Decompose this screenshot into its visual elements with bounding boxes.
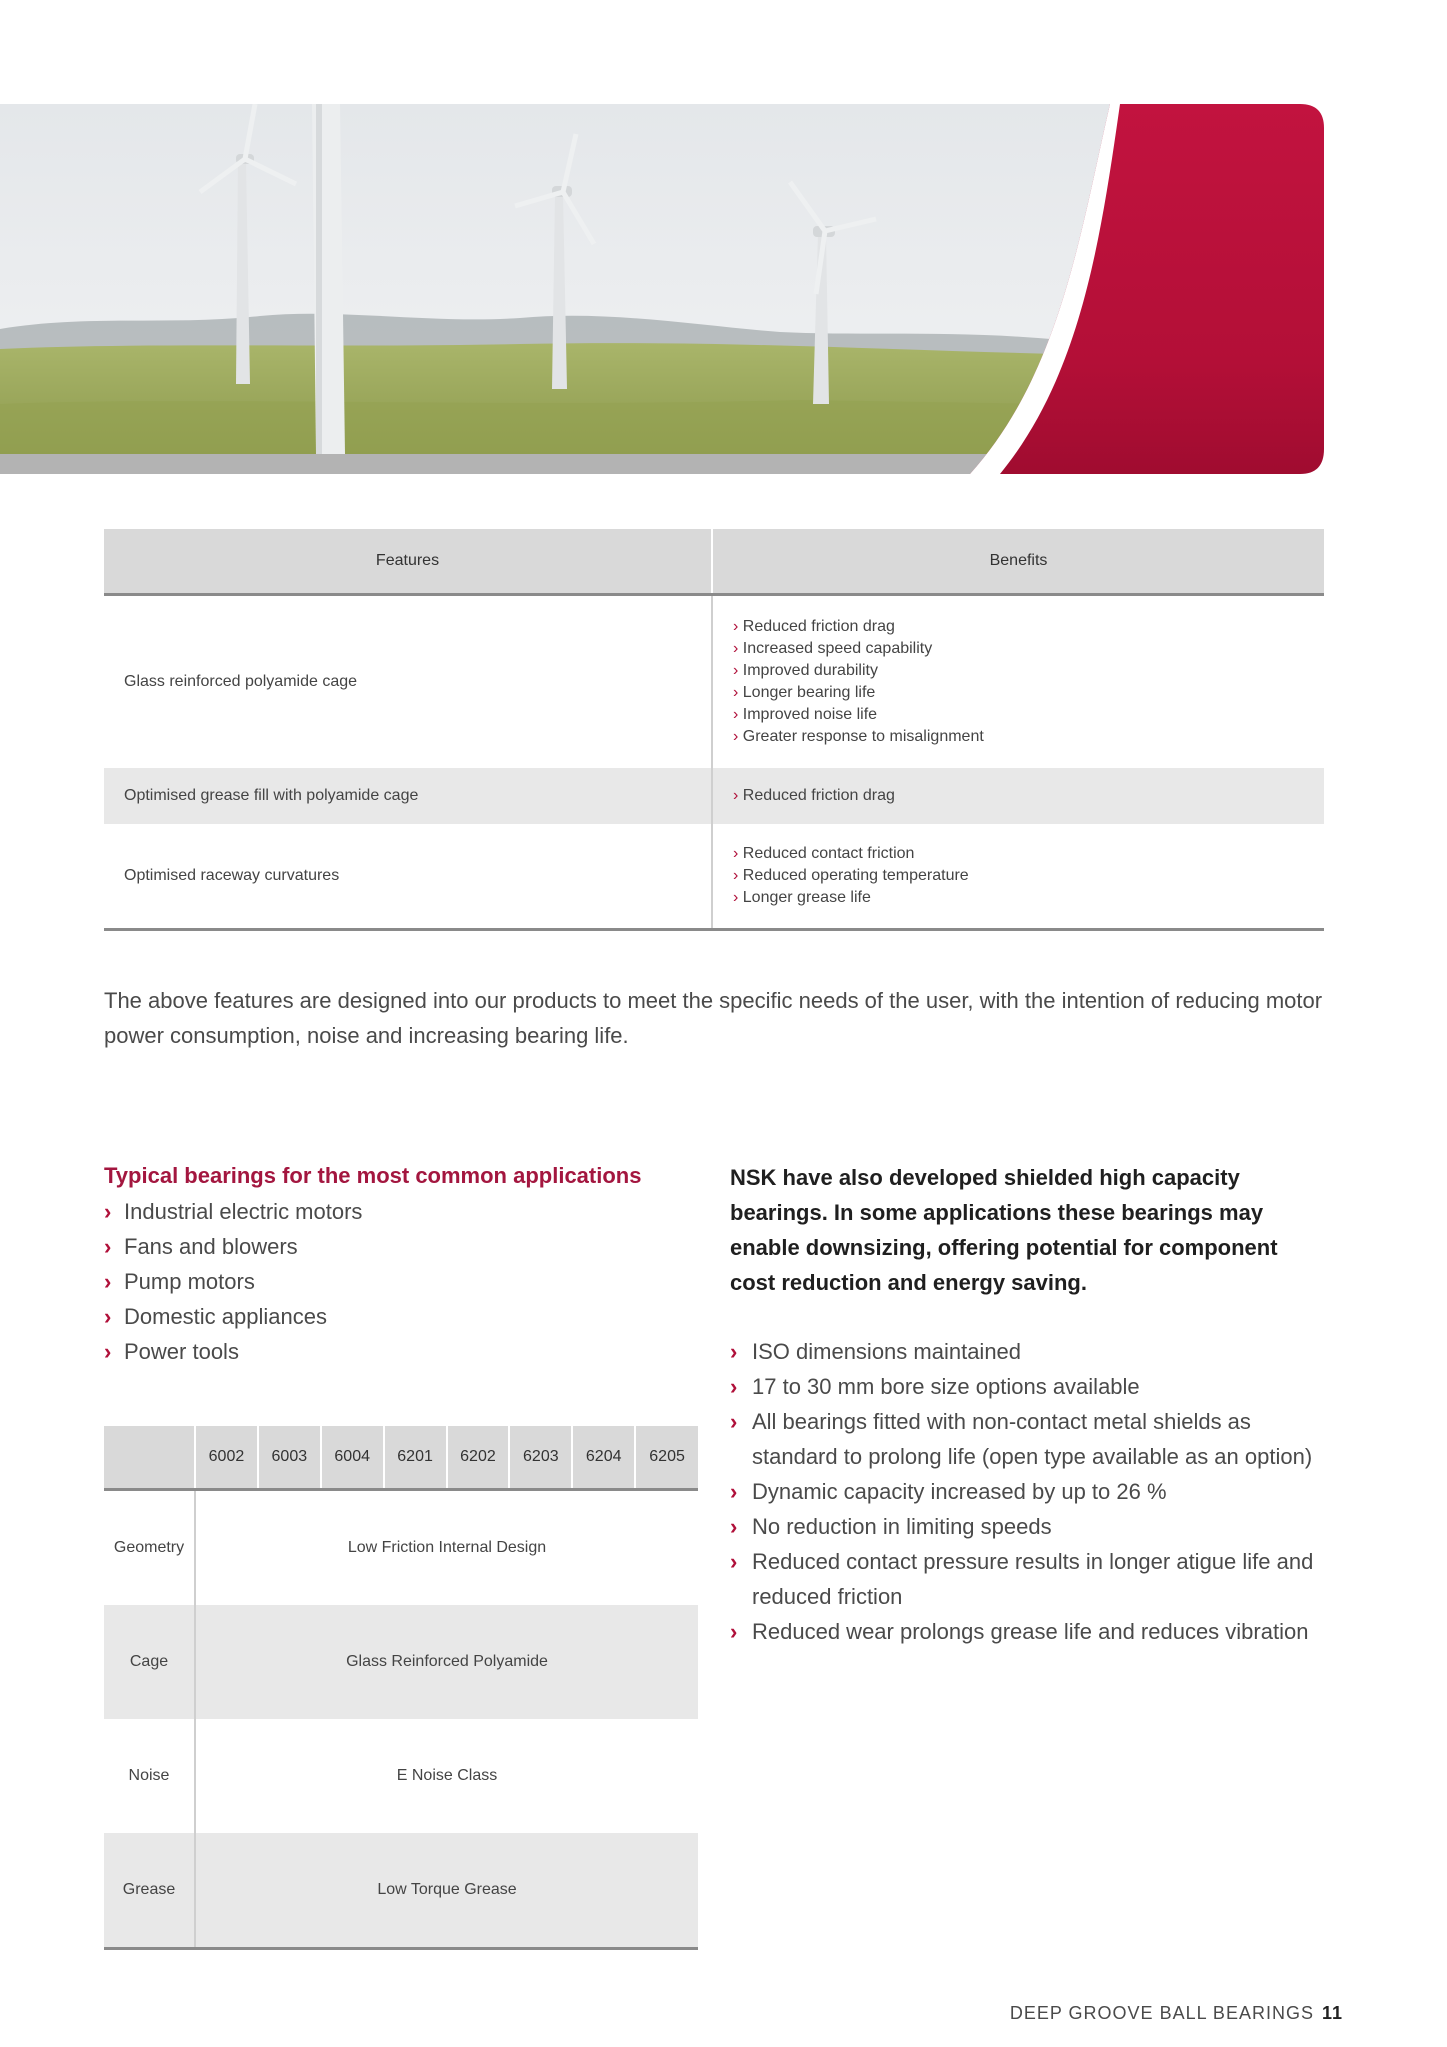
list-item: › Domestic appliances: [104, 1299, 362, 1334]
list-item: › All bearings fitted with non-contact metal shields as standard to prolong life (open type available as an option): [730, 1404, 1330, 1474]
feature-cell: Optimised grease fill with polyamide cage: [104, 768, 712, 824]
shielded-intro: NSK have also developed shielded high capacity bearings. In some applications these bearings may enable downsizing, offering potential for component cost reduction and energy saving.: [730, 1165, 1278, 1295]
list-item: › Power tools: [104, 1334, 362, 1369]
table-row: [104, 1490, 698, 1606]
table-header-row: [104, 1426, 698, 1490]
row-value: E Noise Class: [396, 1767, 498, 1784]
benefits-list: [733, 616, 1304, 748]
list-item: › Increased speed capability: [733, 638, 1304, 660]
column-header: 6004: [321, 1426, 384, 1490]
hero-banner: [0, 104, 1324, 474]
column-header: 6202: [447, 1426, 510, 1490]
list-item: › Improved noise life: [733, 704, 1304, 726]
row-label: Noise: [104, 1719, 195, 1833]
column-header: 6205: [635, 1426, 698, 1490]
table-row: [104, 595, 1324, 769]
row-label: Cage: [104, 1605, 195, 1719]
column-header: 6002: [195, 1426, 258, 1490]
list-item: › Improved durability: [733, 660, 1304, 682]
row-value: Low Friction Internal Design: [347, 1539, 547, 1556]
table-row: [104, 1833, 698, 1949]
list-item: › Reduced friction drag: [733, 785, 1304, 807]
list-item: › Dynamic capacity increased by up to 26 %: [730, 1474, 1330, 1509]
list-item: › Industrial electric motors: [104, 1194, 362, 1229]
list-item: › Reduced friction drag: [733, 616, 1304, 638]
list-item: › Longer bearing life: [733, 682, 1304, 704]
features-benefits-table: [104, 529, 1324, 931]
shielded-points-list: [730, 1334, 1330, 1649]
wind-turbines-image: [0, 104, 1324, 474]
intro-paragraph: The above features are designed into our products to meet the specific needs of the user, with the intention of reducing motor power consumption, noise and increasing bearing life.: [104, 988, 1323, 1048]
table-row: [104, 1605, 698, 1719]
benefits-list: [733, 785, 1304, 807]
feature-cell: Glass reinforced polyamide cage: [104, 595, 712, 769]
row-value: Low Torque Grease: [195, 1833, 698, 1949]
list-item: › Reduced contact pressure results in longer atigue life and reduced friction: [730, 1544, 1330, 1614]
list-item: › No reduction in limiting speeds: [730, 1509, 1330, 1544]
benefits-cell: [712, 768, 1324, 824]
bearings-table: [104, 1426, 698, 1950]
benefits-cell: [712, 824, 1324, 930]
column-header: 6204: [572, 1426, 635, 1490]
column-header: 6203: [509, 1426, 572, 1490]
table-row: [104, 768, 1324, 824]
list-item: › Reduced contact friction: [733, 843, 1304, 865]
features-header: Features: [104, 529, 712, 595]
feature-cell: Optimised raceway curvatures: [104, 824, 712, 930]
table-row: [104, 1719, 698, 1833]
table-row: [104, 824, 1324, 930]
applications-title: Typical bearings for the most common applications: [104, 1163, 642, 1188]
row-label: Grease: [104, 1833, 195, 1949]
corner-cell: [104, 1426, 195, 1490]
column-header: 6003: [258, 1426, 321, 1490]
list-item: › ISO dimensions maintained: [730, 1334, 1330, 1369]
list-item: › Fans and blowers: [104, 1229, 362, 1264]
benefits-header: Benefits: [712, 529, 1324, 595]
page-footer: [1010, 2003, 1343, 2024]
list-item: › Greater response to misalignment: [733, 726, 1304, 748]
row-label: Geometry: [104, 1490, 195, 1606]
benefits-list: [733, 843, 1304, 909]
list-item: › Reduced operating temperature: [733, 865, 1304, 887]
footer-title: DEEP GROOVE BALL BEARINGS: [1009, 2003, 1314, 2023]
list-item: › Pump motors: [104, 1264, 362, 1299]
list-item: › Longer grease life: [733, 887, 1304, 909]
list-item: › 17 to 30 mm bore size options available: [730, 1369, 1330, 1404]
applications-list: [104, 1194, 362, 1369]
benefits-cell: [712, 595, 1324, 769]
table-header-row: [104, 529, 1324, 595]
row-value: Glass Reinforced Polyamide: [195, 1605, 698, 1719]
page-number: 11: [1321, 2003, 1343, 2023]
list-item: › Reduced wear prolongs grease life and reduces vibration: [730, 1614, 1330, 1649]
column-header: 6201: [384, 1426, 447, 1490]
